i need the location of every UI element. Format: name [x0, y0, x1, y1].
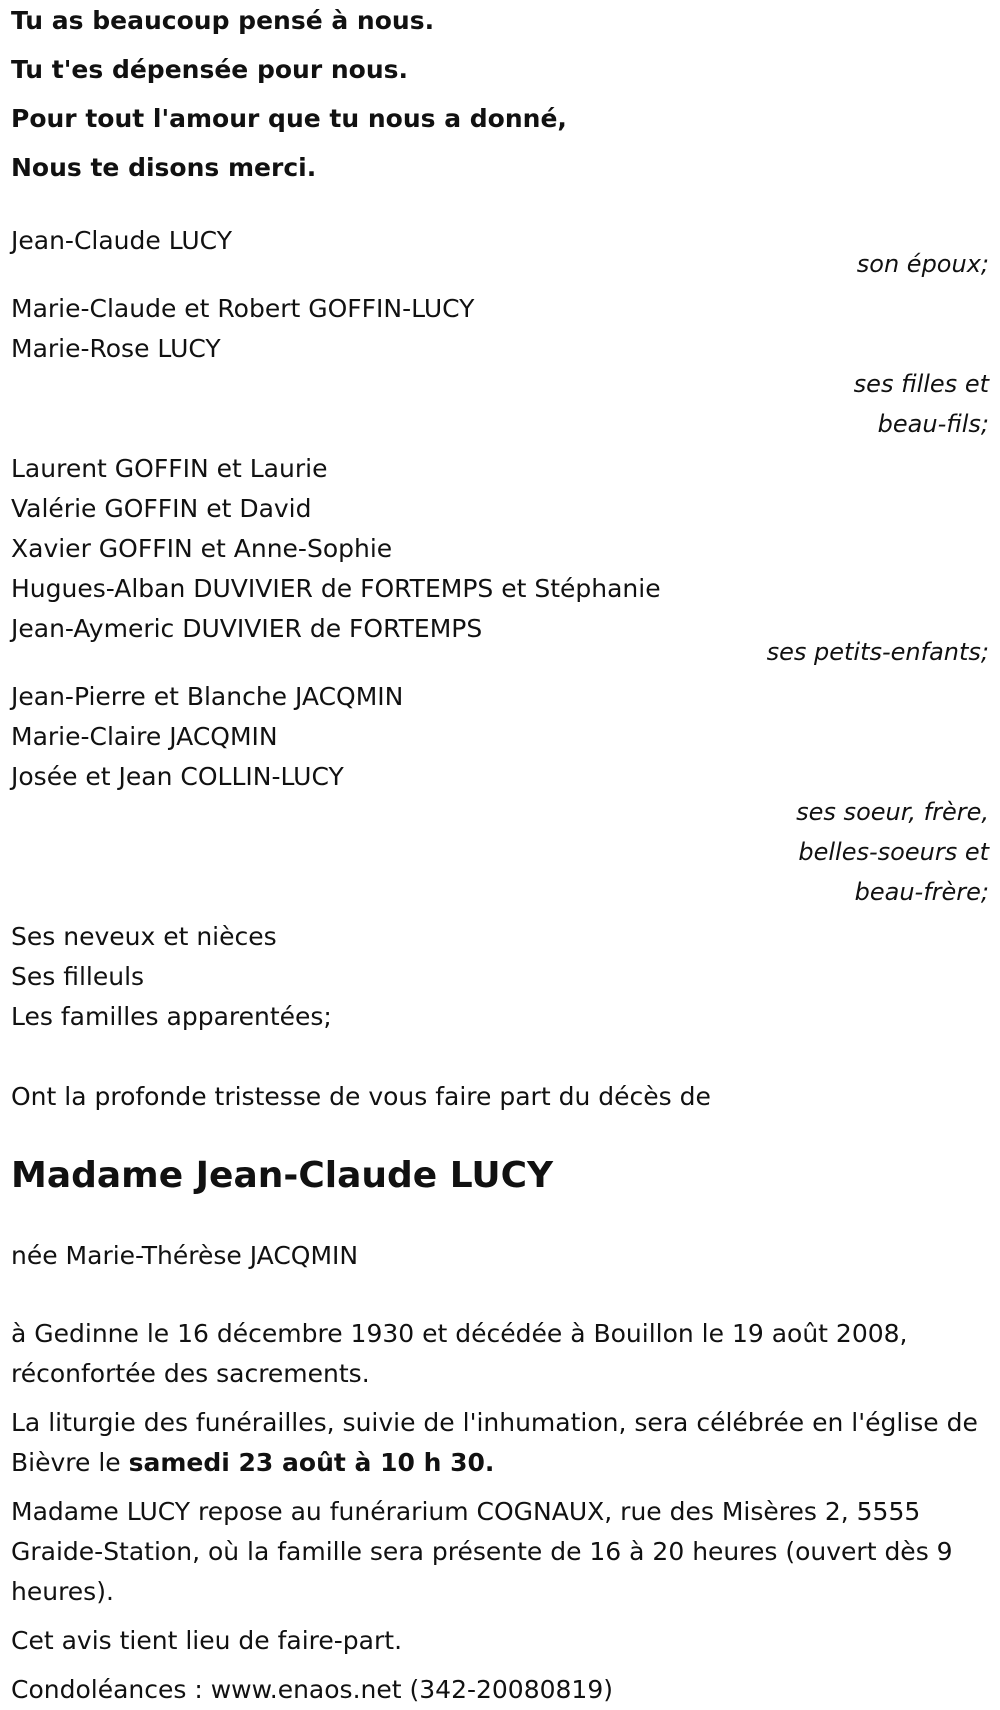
family-name: Marie-Rose LUCY: [11, 334, 221, 363]
family-group-spouse: [11, 221, 989, 284]
funeral-text: La liturgie des funérailles, suivie de l'inhumation, sera célébrée en l'église de Bièvre le: [11, 1408, 978, 1477]
family-name: Jean-Pierre et Blanche JACQMIN: [11, 682, 404, 711]
poem-line: Pour tout l'amour que tu nous a donné,: [11, 104, 567, 133]
family-role: [11, 364, 989, 444]
notice-paragraph: Cet avis tient lieu de faire-part.: [11, 1626, 403, 1655]
announcement: Ont la profonde tristesse de vous faire part du décès de: [11, 1082, 711, 1111]
family-role-line: belles-soeurs et: [798, 838, 989, 866]
family-name: Marie-Claire JACQMIN: [11, 722, 278, 751]
family-role-line: ses soeur, frère,: [796, 798, 989, 826]
condolences-paragraph: Condoléances : www.enaos.net (342-20080819): [11, 1675, 613, 1704]
family-list: [11, 221, 989, 1037]
family-name: Ses filleuls: [11, 962, 145, 991]
family-group-others: [11, 917, 989, 1037]
family-role-line: beau-frère;: [854, 878, 989, 906]
family-name: Josée et Jean COLLIN-LUCY: [11, 762, 344, 791]
poem: [11, 0, 989, 180]
family-name: Valérie GOFFIN et David: [11, 494, 312, 523]
family-name: Xavier GOFFIN et Anne-Sophie: [11, 534, 393, 563]
family-role-line: ses filles et: [853, 370, 989, 398]
poem-line: Tu t'es dépensée pour nous.: [11, 55, 408, 84]
birth-name: née Marie-Thérèse JACQMIN: [11, 1241, 359, 1270]
family-name: Jean-Aymeric DUVIVIER de FORTEMPS: [11, 614, 483, 643]
family-group-grandchildren: [11, 449, 989, 672]
family-name: Hugues-Alban DUVIVIER de FORTEMPS et Stéphanie: [11, 574, 661, 603]
family-group-daughters: [11, 289, 989, 444]
birth-death-paragraph: à Gedinne le 16 décembre 1930 et décédée à Bouillon le 19 août 2008, réconfortée des sacrements.: [11, 1319, 908, 1388]
family-group-siblings: [11, 677, 989, 912]
family-name: Ses neveux et nièces: [11, 922, 277, 951]
poem-line: Tu as beaucoup pensé à nous.: [11, 6, 435, 35]
family-role: son époux;: [856, 250, 989, 278]
family-name: Jean-Claude LUCY: [11, 226, 232, 255]
family-role: ses petits-enfants;: [766, 638, 989, 666]
family-name: Les familles apparentées;: [11, 1002, 332, 1031]
poem-line: Nous te disons merci.: [11, 153, 317, 182]
funeral-date: samedi 23 août à 10 h 30.: [128, 1448, 495, 1477]
funerarium-paragraph: Madame LUCY repose au funérarium COGNAUX, rue des Misères 2, 5555 Graide-Station, où la famille sera présente de 16 à 20 heures (ouvert dès 9 heures).: [11, 1497, 953, 1606]
deceased-name: Madame Jean-Claude LUCY: [11, 1155, 554, 1196]
funeral-paragraph: [11, 1403, 989, 1483]
family-role: [11, 792, 989, 912]
family-role-line: beau-fils;: [877, 410, 989, 438]
family-name: Marie-Claude et Robert GOFFIN-LUCY: [11, 294, 475, 323]
family-name: Laurent GOFFIN et Laurie: [11, 454, 328, 483]
